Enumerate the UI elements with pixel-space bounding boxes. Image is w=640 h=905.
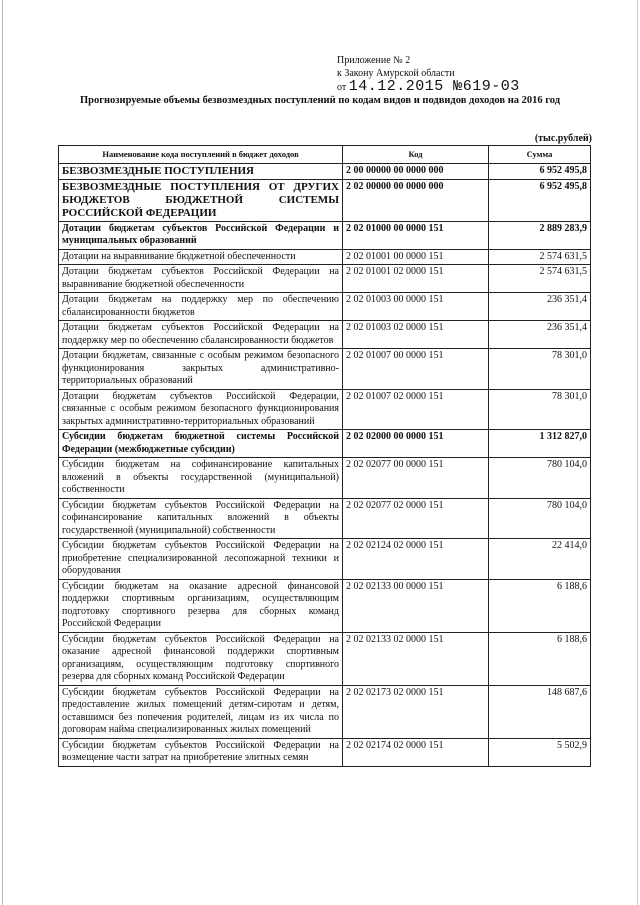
row-sum-cell: 78 301,0 — [489, 349, 591, 390]
table-row — [59, 632, 591, 685]
row-name-cell: Субсидии бюджетам субъектов Российской Федерации на софинансирование капитальных вложений в объекты государственной (муниципальной) собственности — [59, 498, 343, 539]
row-name-cell: Субсидии бюджетам субъектов Российской Федерации на возмещение части затрат на приобретение элитных семян — [59, 738, 343, 766]
row-code-cell: 2 02 01000 00 0000 151 — [343, 221, 489, 249]
row-sum-cell: 78 301,0 — [489, 389, 591, 430]
document-title: Прогнозируемые объемы безвозмездных поступлений по кодам видов и подвидов доходов на 2016 год — [79, 95, 561, 106]
row-code-cell: 2 02 00000 00 0000 000 — [343, 179, 489, 221]
table-row — [59, 685, 591, 738]
table-row — [59, 349, 591, 390]
row-name-cell: Субсидии бюджетам на софинансирование капитальных вложений в объекты государственной (муниципальной) собственности — [59, 458, 343, 499]
row-sum-cell: 6 952 495,8 — [489, 179, 591, 221]
row-code-cell: 2 02 02124 02 0000 151 — [343, 539, 489, 580]
table-row — [59, 321, 591, 349]
row-name-cell: Субсидии бюджетам субъектов Российской Федерации на приобретение специализированной лесопожарной техники и оборудования — [59, 539, 343, 580]
table-row — [59, 249, 591, 265]
row-sum-cell: 6 952 495,8 — [489, 163, 591, 179]
row-name-cell: Субсидии бюджетам субъектов Российской Федерации на оказание адресной финансовой поддержки спортивным организациям, осуществляющим подготовку спортивного резерва для сборных команд Российской Федерации — [59, 632, 343, 685]
column-header-name: Наименование кода поступлений в бюджет доходов — [59, 146, 343, 164]
row-name-cell: Субсидии бюджетам на оказание адресной финансовой поддержки спортивным организациям, осуществляющим подготовку спортивного резерва для сборных команд Российской Федерации — [59, 579, 343, 632]
row-sum-cell: 22 414,0 — [489, 539, 591, 580]
row-code-cell: 2 02 02133 00 0000 151 — [343, 579, 489, 632]
table-body — [59, 163, 591, 766]
row-code-cell: 2 02 01003 02 0000 151 — [343, 321, 489, 349]
row-code-cell: 2 02 02000 00 0000 151 — [343, 430, 489, 458]
row-name-cell: Дотации бюджетам субъектов Российской Федерации на выравнивание бюджетной обеспеченности — [59, 265, 343, 293]
row-code-cell: 2 02 01001 02 0000 151 — [343, 265, 489, 293]
row-name-cell: Дотации бюджетам субъектов Российской Федерации, связанные с особым режимом безопасного функционирования закрытых административно-территориальных образований — [59, 389, 343, 430]
row-code-cell: 2 02 01007 00 0000 151 — [343, 349, 489, 390]
law-date-handwritten: 14.12.2015 №619-03 — [348, 78, 520, 95]
row-sum-cell: 2 574 631,5 — [489, 265, 591, 293]
row-code-cell: 2 02 02077 00 0000 151 — [343, 458, 489, 499]
row-code-cell: 2 02 01001 00 0000 151 — [343, 249, 489, 265]
row-name-cell: Дотации бюджетам субъектов Российской Федерации на поддержку мер по обеспечению сбалансированности бюджетов — [59, 321, 343, 349]
row-sum-cell: 5 502,9 — [489, 738, 591, 766]
page-edge-right — [637, 0, 638, 905]
column-header-code: Код — [343, 146, 489, 164]
table-row — [59, 163, 591, 179]
table-row — [59, 389, 591, 430]
table-row — [59, 498, 591, 539]
page-edge-left — [2, 0, 3, 905]
row-name-cell: Субсидии бюджетам бюджетной системы Российской Федерации (межбюджетные субсидии) — [59, 430, 343, 458]
row-name-cell: Дотации бюджетам на поддержку мер по обеспечению сбалансированности бюджетов — [59, 293, 343, 321]
table-row — [59, 265, 591, 293]
row-code-cell: 2 02 01007 02 0000 151 — [343, 389, 489, 430]
row-code-cell: 2 02 02077 02 0000 151 — [343, 498, 489, 539]
row-name-cell: Дотации бюджетам субъектов Российской Федерации и муниципальных образований — [59, 221, 343, 249]
row-name-cell: БЕЗВОЗМЕЗДНЫЕ ПОСТУПЛЕНИЯ ОТ ДРУГИХ БЮДЖЕТОВ БЮДЖЕТНОЙ СИСТЕМЫ РОССИЙСКОЙ ФЕДЕРАЦИИ — [59, 179, 343, 221]
units-label: (тыс.рублей) — [534, 133, 592, 144]
row-sum-cell: 236 351,4 — [489, 293, 591, 321]
appendix-header — [337, 54, 520, 94]
row-code-cell: 2 02 02173 02 0000 151 — [343, 685, 489, 738]
table-row — [59, 430, 591, 458]
law-reference: к Закону Амурской области — [337, 68, 455, 79]
table-row — [59, 539, 591, 580]
row-name-cell: Дотации на выравнивание бюджетной обеспеченности — [59, 249, 343, 265]
table-row — [59, 738, 591, 766]
law-date-line — [337, 80, 520, 94]
row-code-cell: 2 02 01003 00 0000 151 — [343, 293, 489, 321]
table-row — [59, 221, 591, 249]
row-sum-cell: 2 889 283,9 — [489, 221, 591, 249]
row-code-cell: 2 02 02174 02 0000 151 — [343, 738, 489, 766]
row-sum-cell: 780 104,0 — [489, 458, 591, 499]
row-sum-cell: 1 312 827,0 — [489, 430, 591, 458]
row-sum-cell: 6 188,6 — [489, 632, 591, 685]
row-sum-cell: 780 104,0 — [489, 498, 591, 539]
table-row — [59, 458, 591, 499]
row-name-cell: Дотации бюджетам, связанные с особым режимом безопасного функционирования закрытых административно-территориальных образований — [59, 349, 343, 390]
row-name-cell: Субсидии бюджетам субъектов Российской Федерации на предоставление жилых помещений детям-сиротам и детям, оставшимся без попечения родителей, лицам из их числа по договорам найма специализированных жилых помещений — [59, 685, 343, 738]
appendix-number: Приложение № 2 — [337, 55, 411, 66]
law-date-prefix: от — [337, 82, 347, 93]
table-row — [59, 179, 591, 221]
table-row — [59, 579, 591, 632]
table-header-row — [59, 146, 591, 164]
row-sum-cell: 236 351,4 — [489, 321, 591, 349]
row-sum-cell: 148 687,6 — [489, 685, 591, 738]
row-code-cell: 2 00 00000 00 0000 000 — [343, 163, 489, 179]
revenue-table — [58, 145, 591, 767]
row-sum-cell: 2 574 631,5 — [489, 249, 591, 265]
row-sum-cell: 6 188,6 — [489, 579, 591, 632]
row-code-cell: 2 02 02133 02 0000 151 — [343, 632, 489, 685]
row-name-cell: БЕЗВОЗМЕЗДНЫЕ ПОСТУПЛЕНИЯ — [59, 163, 343, 179]
table-row — [59, 293, 591, 321]
column-header-sum: Сумма — [489, 146, 591, 164]
